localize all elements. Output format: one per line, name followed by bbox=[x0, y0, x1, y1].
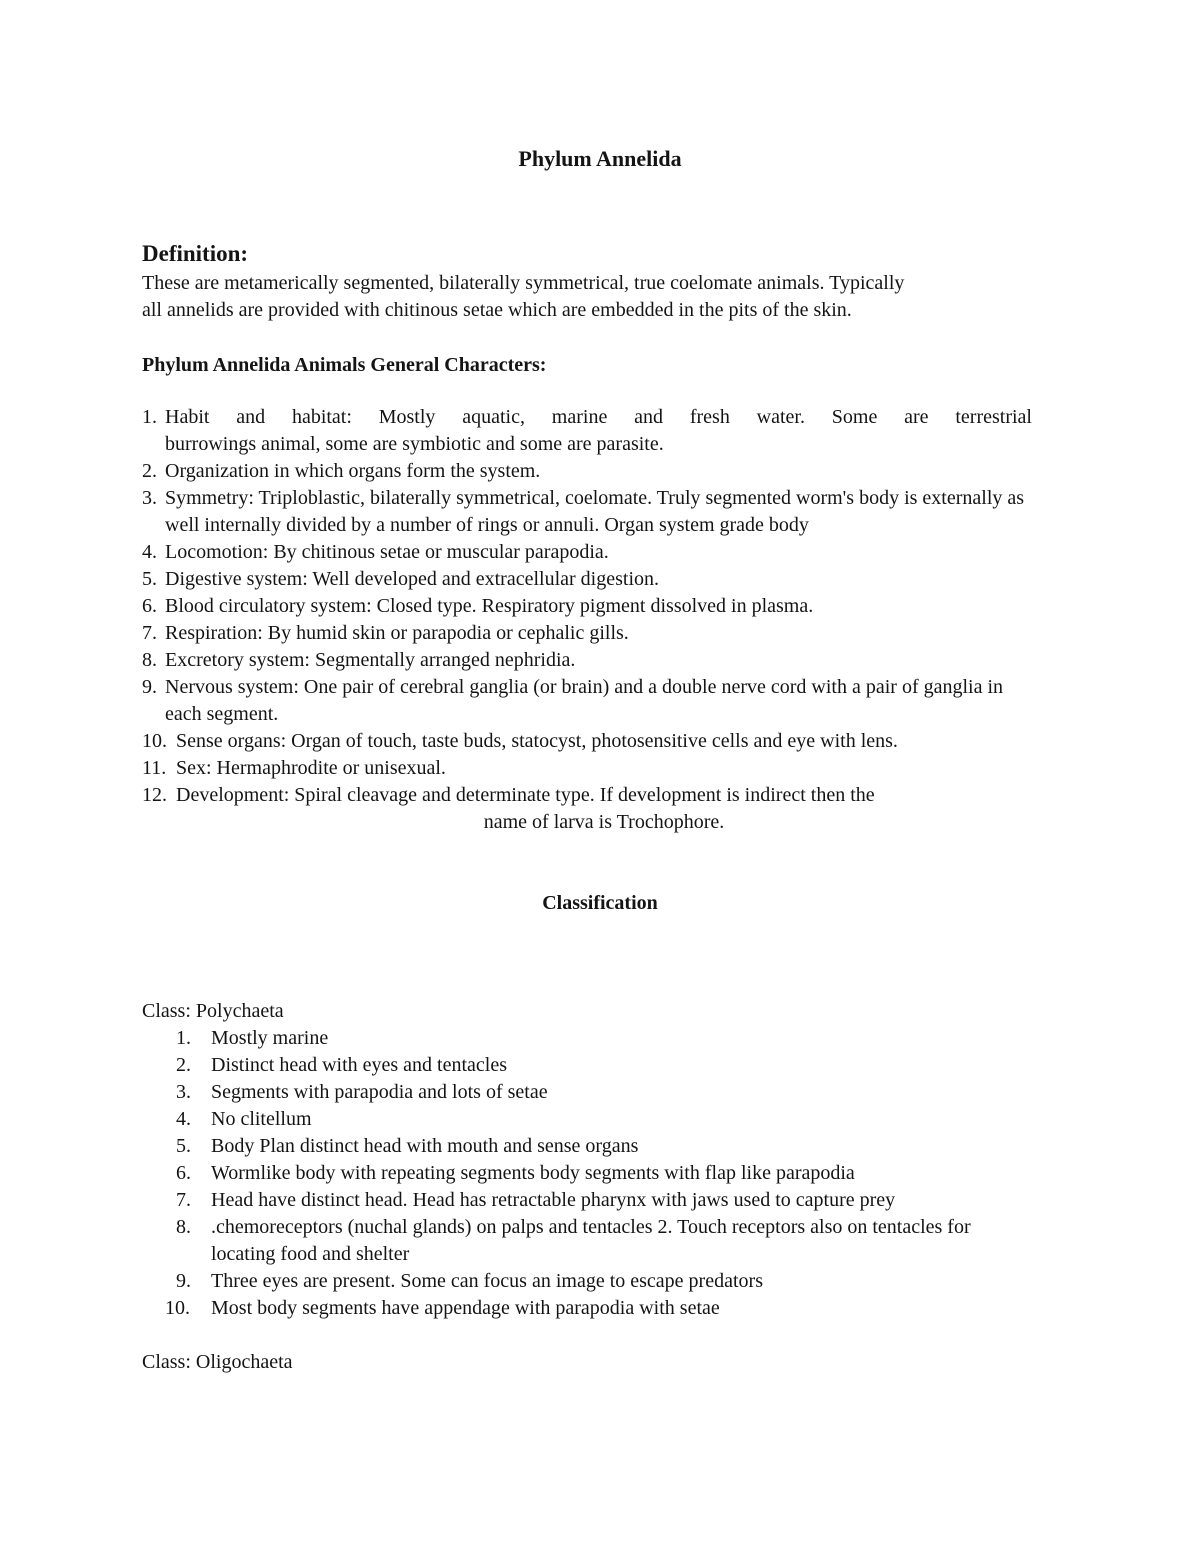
list-item-text: Excretory system: Segmentally arranged nephridia. bbox=[165, 649, 576, 671]
list-item bbox=[142, 485, 1032, 539]
list-item-text: Segments with parapodia and lots of setae bbox=[211, 1081, 548, 1103]
list-number: 5. bbox=[142, 568, 157, 590]
list-item-text: burrowings animal, some are symbiotic and some are parasite. bbox=[165, 433, 664, 455]
list-number: 6. bbox=[176, 1162, 191, 1184]
list-item bbox=[142, 674, 1032, 728]
list-item-text: Habit and habitat: Mostly aquatic, marine and fresh water. Some are terrestrial bbox=[165, 406, 1032, 428]
list-item-text: Sex: Hermaphrodite or unisexual. bbox=[176, 757, 446, 779]
list-item bbox=[176, 1079, 1036, 1106]
polychaeta-list bbox=[165, 1025, 1036, 1322]
list-item bbox=[142, 782, 1032, 836]
list-number: 2. bbox=[142, 460, 157, 482]
list-item bbox=[142, 620, 1032, 647]
list-item-text: Nervous system: One pair of cerebral ganglia (or brain) and a double nerve cord with a pair of ganglia in each segment. bbox=[165, 676, 1004, 725]
list-number: 4. bbox=[176, 1108, 191, 1130]
list-item-text: .chemoreceptors (nuchal glands) on palps and tentacles 2. Touch receptors also on tentacles for locating food and shelter bbox=[211, 1216, 971, 1265]
list-item bbox=[142, 593, 1032, 620]
list-item-text: Organization in which organs form the system. bbox=[165, 460, 541, 482]
list-number: 9. bbox=[176, 1270, 191, 1292]
list-item-text: Development: Spiral cleavage and determinate type. If development is indirect then the bbox=[176, 784, 875, 806]
list-number: 3. bbox=[142, 487, 157, 509]
list-item bbox=[142, 566, 1032, 593]
class-polychaeta-label: Class: Polychaeta bbox=[142, 1000, 284, 1022]
list-item-text: No clitellum bbox=[211, 1108, 312, 1130]
list-item bbox=[142, 539, 1032, 566]
list-item-text: Sense organs: Organ of touch, taste buds, statocyst, photosensitive cells and eye with lens. bbox=[176, 730, 898, 752]
list-item bbox=[176, 1214, 1036, 1268]
list-number: 5. bbox=[176, 1135, 191, 1157]
list-item-text: Body Plan distinct head with mouth and sense organs bbox=[211, 1135, 639, 1157]
list-number: 7. bbox=[176, 1189, 191, 1211]
list-number: 6. bbox=[142, 595, 157, 617]
list-item-text: Wormlike body with repeating segments body segments with flap like parapodia bbox=[211, 1162, 855, 1184]
definition-text: These are metamerically segmented, bilaterally symmetrical, true coelomate animals. Typically all annelids are provided with chitinous setae which are embedded in the pits of the skin. bbox=[142, 272, 905, 321]
list-item bbox=[142, 728, 1032, 755]
list-number: 1. bbox=[176, 1027, 191, 1049]
list-item bbox=[142, 755, 1032, 782]
list-item-text: Blood circulatory system: Closed type. Respiratory pigment dissolved in plasma. bbox=[165, 595, 814, 617]
list-item-text: Distinct head with eyes and tentacles bbox=[211, 1054, 508, 1076]
definition-heading: Definition: bbox=[142, 241, 249, 266]
list-number: 10. bbox=[142, 730, 167, 752]
list-item-text: Locomotion: By chitinous setae or muscular parapodia. bbox=[165, 541, 609, 563]
classification-heading: Classification bbox=[542, 892, 658, 914]
list-item-text: Respiration: By humid skin or parapodia or cephalic gills. bbox=[165, 622, 629, 644]
list-number: 10. bbox=[165, 1297, 190, 1319]
list-number: 12. bbox=[142, 784, 167, 806]
list-number: 11. bbox=[142, 757, 167, 779]
list-item-text: Digestive system: Well developed and extracellular digestion. bbox=[165, 568, 659, 590]
page-title: Phylum Annelida bbox=[518, 146, 682, 171]
list-item bbox=[176, 1160, 1036, 1187]
list-item bbox=[176, 1052, 1036, 1079]
list-item bbox=[176, 1133, 1036, 1160]
list-number: 8. bbox=[142, 649, 157, 671]
list-item-text: Symmetry: Triploblastic, bilaterally symmetrical, coelomate. Truly segmented worm's body is externally as well internally divided by a number of rings or annuli. Organ system grade body bbox=[165, 487, 1025, 536]
list-number: 7. bbox=[142, 622, 157, 644]
list-number: 1. bbox=[142, 406, 157, 428]
list-item-text: Head have distinct head. Head has retractable pharynx with jaws used to capture prey bbox=[211, 1189, 896, 1211]
list-item bbox=[176, 1106, 1036, 1133]
list-item bbox=[142, 647, 1032, 674]
class-oligochaeta-label: Class: Oligochaeta bbox=[142, 1351, 293, 1373]
list-item bbox=[176, 1187, 1036, 1214]
list-item bbox=[165, 1295, 1036, 1322]
list-item-text: name of larva is Trochophore. bbox=[483, 811, 725, 833]
list-item bbox=[142, 404, 1032, 458]
list-number: 9. bbox=[142, 676, 157, 698]
list-item bbox=[176, 1268, 1036, 1295]
general-characters-heading: Phylum Annelida Animals General Characters: bbox=[142, 354, 547, 376]
list-item bbox=[142, 458, 1032, 485]
list-item bbox=[176, 1025, 1036, 1052]
list-item-text: Mostly marine bbox=[211, 1027, 329, 1049]
list-number: 4. bbox=[142, 541, 157, 563]
list-number: 3. bbox=[176, 1081, 191, 1103]
general-characters-list bbox=[142, 404, 1032, 836]
list-item-text: Three eyes are present. Some can focus an image to escape predators bbox=[211, 1270, 763, 1292]
list-number: 2. bbox=[176, 1054, 191, 1076]
list-number: 8. bbox=[176, 1216, 191, 1238]
list-item-text: Most body segments have appendage with parapodia with setae bbox=[211, 1297, 720, 1319]
